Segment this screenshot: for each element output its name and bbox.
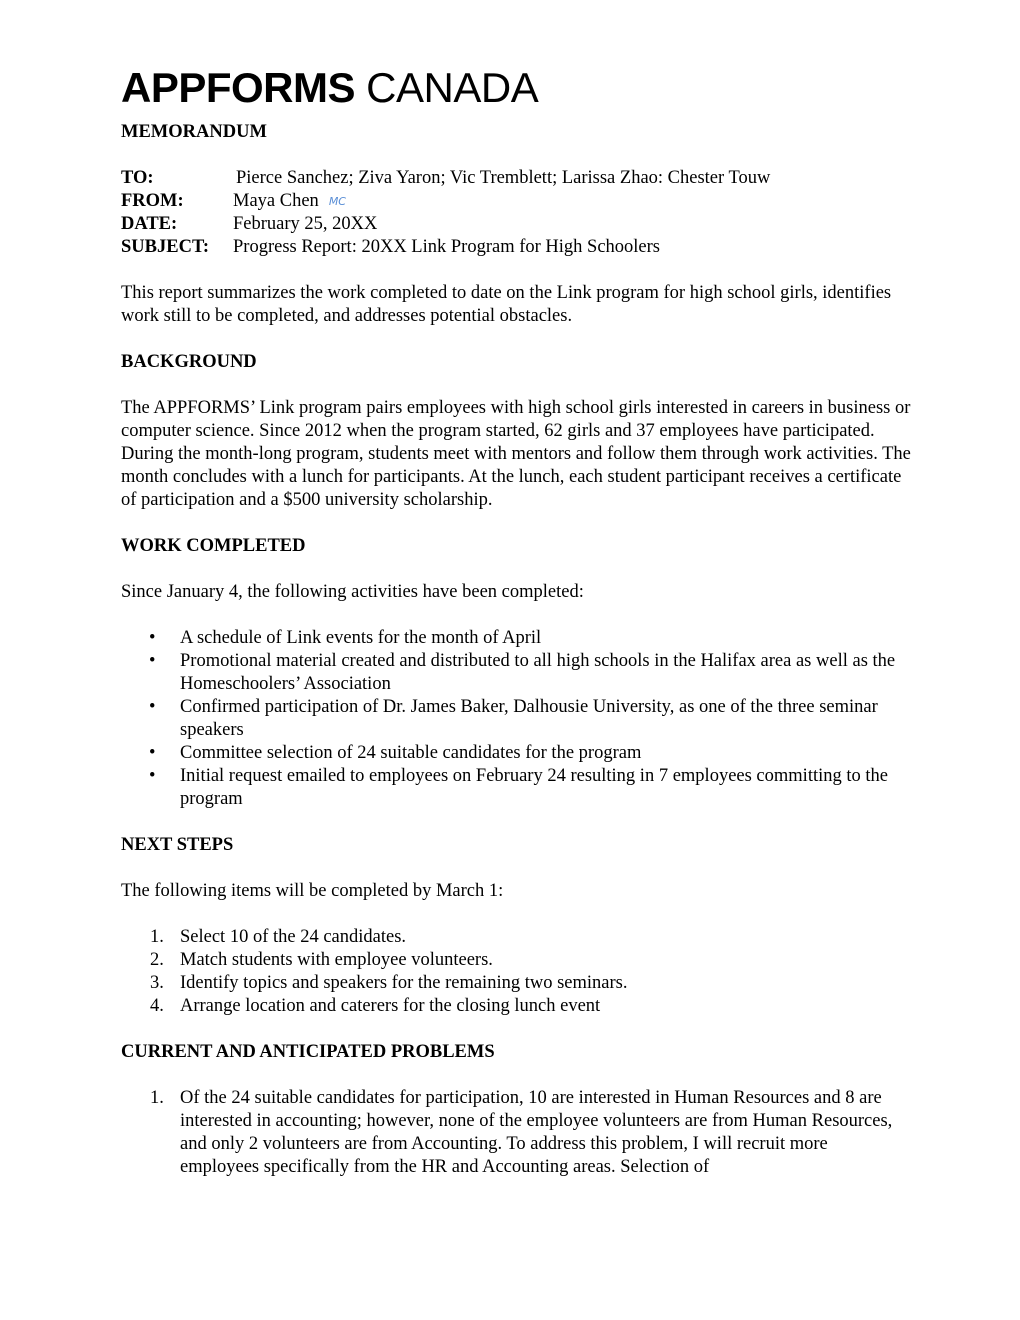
bullet-marker: • (149, 766, 156, 786)
number-marker: 1. (150, 1088, 164, 1108)
number-marker: 3. (150, 973, 164, 993)
from-row (121, 190, 911, 213)
number-marker: 4. (150, 996, 164, 1016)
list-item-text: Arrange location and caterers for the closing lunch event (180, 996, 601, 1016)
intro-paragraph: This report summarizes the work completed to date on the Link program for high school girls, identifies work still to be completed, and addresses potential obstacles. (121, 283, 892, 326)
to-row (121, 167, 911, 190)
memo-header-block (121, 167, 911, 259)
document-type: MEMORANDUM (121, 122, 267, 142)
list-item-text: Of the 24 suitable candidates for participation, 10 are interested in Human Resources and 8 are interested in accounting; however, none of the employee volunteers are from Human Resources, and only 2 volunteers are from Accounting. To address this problem, I will recruit more employees specifically from the HR and Accounting areas. Selection of (180, 1088, 893, 1177)
date-value: February 25, 20XX (233, 214, 378, 234)
list-item (121, 742, 911, 765)
company-logo (121, 58, 911, 118)
list-item (121, 949, 911, 972)
date-label: DATE: (121, 214, 178, 234)
company-name-light: CANADA (355, 64, 539, 111)
list-item (121, 995, 911, 1018)
list-item-text: Select 10 of the 24 candidates. (180, 927, 407, 947)
list-item (121, 627, 911, 650)
bullet-marker: • (149, 628, 156, 648)
from-value: Maya Chen (233, 191, 319, 211)
next-steps-heading: NEXT STEPS (121, 835, 234, 855)
bullet-marker: • (149, 651, 156, 671)
subject-value: Progress Report: 20XX Link Program for High Schoolers (233, 237, 660, 257)
from-label: FROM: (121, 191, 184, 211)
number-marker: 2. (150, 950, 164, 970)
company-name-bold: APPFORMS (121, 64, 356, 111)
list-item-text: Committee selection of 24 suitable candidates for the program (180, 743, 642, 763)
next-steps-list (121, 926, 911, 1018)
list-item-text: Confirmed participation of Dr. James Baker, Dalhousie University, as one of the three seminar speakers (180, 697, 878, 740)
background-heading: BACKGROUND (121, 352, 257, 372)
subject-row (121, 236, 911, 259)
list-item-text: Promotional material created and distributed to all high schools in the Halifax area as well as the Homeschoolers’ Association (180, 651, 896, 694)
list-item (121, 696, 911, 742)
work-completed-heading: WORK COMPLETED (121, 536, 306, 556)
list-item-text: Match students with employee volunteers. (180, 950, 493, 970)
list-item-text: A schedule of Link events for the month of April (180, 628, 542, 648)
list-item-text: Initial request emailed to employees on February 24 resulting in 7 employees committing to the program (180, 766, 888, 809)
list-item (121, 926, 911, 949)
list-item-text: Identify topics and speakers for the remaining two seminars. (180, 973, 628, 993)
problems-heading: CURRENT AND ANTICIPATED PROBLEMS (121, 1042, 495, 1062)
list-item (121, 765, 911, 811)
bullet-marker: • (149, 697, 156, 717)
to-label: TO: (121, 168, 154, 188)
background-paragraph: The APPFORMS’ Link program pairs employees with high school girls interested in careers in business or computer science. Since 2012 when the program started, 62 girls and 37 employees have participated. During the month-long program, students meet with mentors and follow them through work activities. The month concludes with a lunch for participants. At the lunch, each student participant receives a certificate of participation and a $500 university scholarship. (121, 398, 911, 510)
list-item (121, 650, 911, 696)
subject-label: SUBJECT: (121, 237, 210, 257)
number-marker: 1. (150, 927, 164, 947)
date-row (121, 213, 911, 236)
work-completed-lead: Since January 4, the following activities have been completed: (121, 582, 584, 602)
to-value: Pierce Sanchez; Ziva Yaron; Vic Tremblett; Larissa Zhao: Chester Touw (236, 168, 771, 188)
problems-list (121, 1087, 911, 1179)
memo-page (121, 58, 911, 1179)
work-completed-list (121, 627, 911, 811)
next-steps-lead: The following items will be completed by March 1: (121, 881, 504, 901)
list-item (121, 1087, 911, 1179)
handwritten-initials: MC (328, 195, 346, 208)
bullet-marker: • (149, 743, 156, 763)
list-item (121, 972, 911, 995)
